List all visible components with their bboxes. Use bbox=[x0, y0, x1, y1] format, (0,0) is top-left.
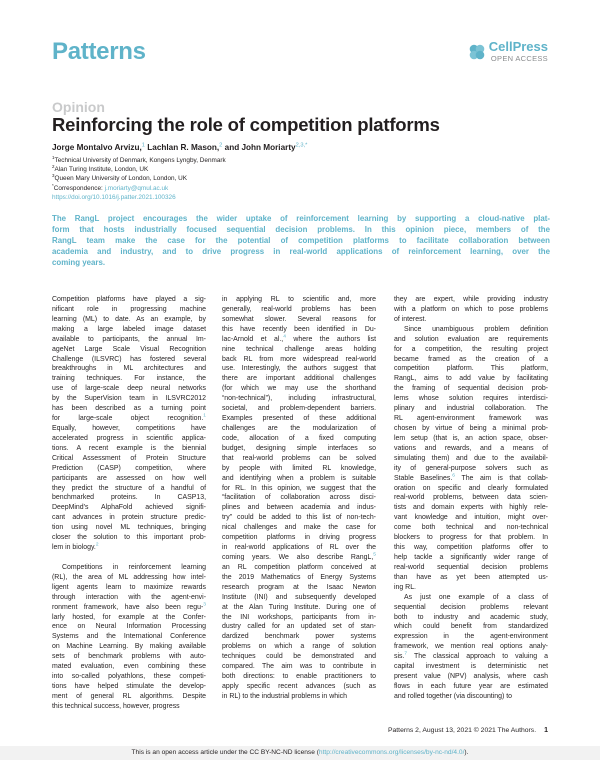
body-text-line: plines and between academia and indus- bbox=[222, 504, 376, 512]
body-text-line bbox=[394, 474, 548, 484]
body-text-line: apply specific recent advances (such as bbox=[222, 682, 376, 690]
body-text-line: in RL) to the industrial problems in which bbox=[222, 692, 347, 700]
license-link[interactable]: http://creativecommons.org/licenses/by-nc-nd/4.0/ bbox=[318, 749, 465, 756]
body-text-line: framework, we mention real options analy- bbox=[394, 643, 548, 651]
body-text-line: lem setup (that is, an action space, obser- bbox=[394, 434, 548, 442]
body-text-line: larly hosted, for example at the Confer- bbox=[52, 613, 206, 621]
body-text-line: ment of general RL algorithms. Despite bbox=[52, 692, 206, 700]
body-text-line: dustry called for an updated set of stan- bbox=[222, 623, 376, 631]
body-text-segment: The aim is that collab- bbox=[454, 474, 548, 482]
license-text: This is an open access article under the CC BY-NC-ND license ( bbox=[131, 749, 319, 756]
body-text-line: both directions: to enable practitioners to bbox=[222, 673, 376, 681]
body-text-line: real-world sequential decision problems bbox=[394, 563, 548, 571]
paragraph-gap bbox=[52, 553, 206, 563]
body-text-line: compared. The aim was to contribute in bbox=[222, 663, 376, 671]
body-text-line: and solution evaluation are requirements bbox=[394, 335, 548, 343]
abstract-line: academia and industry, and to drive progress in real-world applications of reinforcement learning, over the bbox=[52, 247, 550, 256]
body-text-segment: where the authors list bbox=[285, 335, 376, 343]
body-text-line: ence on Neural Information Processing bbox=[52, 623, 206, 631]
body-text-line: competition platform. This platform, bbox=[394, 365, 548, 373]
body-text-line: both to industry and academic study, bbox=[394, 613, 548, 621]
body-text-line: DeepMind’s AlphaFold achieved signifi- bbox=[52, 504, 206, 512]
reference-link[interactable]: 5 bbox=[373, 552, 376, 558]
body-text-line: for large-scale object recognition.$^1$ bbox=[52, 413, 206, 423]
reference-link[interactable]: 3 bbox=[203, 602, 206, 608]
author-name: and John Moriarty bbox=[224, 143, 296, 152]
correspondence-email-link[interactable]: j.moriarty@qmul.ac.uk bbox=[104, 184, 169, 192]
body-text-line: problems on which a range of solution bbox=[222, 643, 376, 651]
body-text-line: come both technical and non-technical bbox=[394, 524, 548, 532]
body-text-line: budget, designing simple interfaces so bbox=[222, 444, 376, 452]
body-text-line: Examples presented of these additional bbox=[222, 415, 376, 423]
body-text-line: than have as yet been attempted us- bbox=[394, 573, 548, 581]
body-text-line: mated evaluation, even combining these bbox=[52, 663, 206, 671]
body-text-line: flows in each future year are estimated bbox=[394, 682, 548, 690]
body-text-line: nine technical challenge areas holding bbox=[222, 345, 376, 353]
body-text-line: Institute (INI) and subsequently developed bbox=[222, 593, 376, 601]
body-text-line: try” could be added to this list of non-tech- bbox=[222, 514, 376, 522]
body-text-segment: The classical approach to valuing a bbox=[407, 653, 548, 661]
body-text-line: on Machine Learning. By making available bbox=[52, 643, 206, 651]
body-text-line: they predict the structure of a handful of bbox=[52, 484, 206, 492]
body-text-line: which could benefit from standardized bbox=[394, 623, 548, 631]
body-text-segment: coming years. We also describe RangL, bbox=[222, 553, 374, 561]
body-text-line: for RL. In this opinion, we suggest that the bbox=[222, 484, 376, 492]
body-text-line: there are important additional challenges bbox=[222, 375, 376, 383]
body-text-line: learning (ML) to date. As an example, by bbox=[52, 315, 206, 323]
body-text-line: techniques could be demonstrated and bbox=[222, 653, 376, 661]
affiliation-2: $^2$Alan Turing Institute, London, UK bbox=[52, 164, 149, 174]
body-text-line: tion using novel ML techniques, bringing bbox=[52, 524, 206, 532]
body-column-2 bbox=[222, 295, 376, 702]
body-text-line: (for which we may use the shorthand bbox=[222, 385, 376, 393]
body-text-line bbox=[222, 335, 376, 345]
body-text-line: an RL competition platform conceived at bbox=[222, 563, 376, 571]
abstract bbox=[52, 213, 550, 268]
reference-link[interactable]: 7 bbox=[404, 651, 408, 657]
affiliation-1: $^1$Technical University of Denmark, Kongens Lyngby, Denmark bbox=[52, 154, 226, 164]
license-close: ). bbox=[464, 749, 469, 756]
body-text-line: for a competition, the resulting project bbox=[394, 345, 548, 353]
body-text-line: lems whose solution requires interdisci- bbox=[394, 395, 548, 403]
body-text-line: tions have helped stimulate the develop- bbox=[52, 682, 206, 690]
body-text-line: benchmarked proteins. In CASP13, bbox=[52, 494, 206, 502]
cellpress-icon bbox=[468, 43, 486, 61]
body-text-line: sequential decision problems relevant bbox=[394, 603, 548, 611]
abstract-line: RangL team make the case for the potential of competition platforms to facilitate collaboration between bbox=[52, 236, 550, 245]
body-text-line: closer the solution to this important prob- bbox=[52, 534, 206, 542]
body-text-line: simulating them) and due to the availabil- bbox=[394, 454, 548, 462]
body-text-line: code, allocation of a fixed computing bbox=[222, 434, 376, 442]
body-text-line: Equally, however, competitions have bbox=[52, 424, 206, 432]
body-text-line: challenges are the modularization of bbox=[222, 424, 376, 432]
affiliations bbox=[52, 156, 226, 202]
body-text-line: present value (NPV) analysis, where cash bbox=[394, 673, 548, 681]
body-text-line: use. Interestingly, the authors suggest that bbox=[222, 365, 376, 373]
body-text-line: societal, and problem-dependent barriers. bbox=[222, 405, 376, 413]
body-text-line: plinary and industrial collaboration. The bbox=[394, 405, 548, 413]
affiliation-ref[interactable]: 2,3,* bbox=[295, 142, 308, 149]
reference-link[interactable]: 2 bbox=[95, 542, 99, 548]
body-text-line: vant knowledge and intuition, might over- bbox=[394, 514, 548, 522]
body-text-line: Since unambiguous problem definition bbox=[404, 325, 548, 333]
body-text-line: accelerated progress in scientific applica- bbox=[52, 434, 206, 442]
body-text-line: has been described as a turning point bbox=[52, 405, 206, 413]
body-text-line: making a large labeled image dataset bbox=[52, 325, 206, 333]
reference-link[interactable]: 4 bbox=[283, 334, 286, 340]
body-text-line: and identifying when a problem is suitable bbox=[222, 474, 376, 482]
body-text-line: research program at the Isaac Newton bbox=[222, 583, 376, 591]
body-text-line: use of large-scale deep neural networks bbox=[52, 385, 206, 393]
body-text-line: at the Alan Turing Institute. During one of bbox=[222, 603, 376, 611]
body-text-line: somewhat slower. Several reasons for bbox=[222, 315, 376, 323]
body-text-segment: Stable Baselines. bbox=[394, 474, 453, 482]
body-text-line: in applying RL to scientific and, more bbox=[222, 296, 376, 303]
body-text-line: through interaction with the agent-envi- bbox=[52, 593, 206, 601]
body-text-line: vations and rewards, and a means of bbox=[394, 444, 548, 452]
body-text-line: breakthroughs in ML architectures and bbox=[52, 365, 206, 373]
author-name: Jorge Montalvo Arvizu, bbox=[52, 143, 142, 152]
body-text-line: the 2019 Mathematics of Energy Systems bbox=[222, 573, 376, 581]
body-text-line: the framing of sequential decision prob- bbox=[394, 385, 548, 393]
body-text-line bbox=[222, 553, 376, 563]
body-text-line: help tackle a significantly wider range of bbox=[394, 553, 548, 561]
affiliation-3: $^3$Queen Mary University of London, London, UK bbox=[52, 173, 188, 183]
publisher-name: CellPress bbox=[488, 39, 548, 54]
body-text-line: generally, real-world problems has been bbox=[222, 305, 376, 313]
doi-line bbox=[52, 193, 226, 202]
body-text-line: participants are assessed on how well bbox=[52, 474, 206, 482]
body-text-line: ing RL. bbox=[394, 583, 416, 591]
body-text-line: capital investment is deterministic net bbox=[394, 663, 548, 671]
body-text-line: the INI workshops, participants from in- bbox=[222, 613, 376, 621]
body-text-line: cant advances in protein structure predic- bbox=[52, 514, 206, 522]
body-text-line: oration on specific and clearly formulated bbox=[394, 484, 548, 492]
body-text-line: in real-world applications of RL over the bbox=[222, 544, 376, 552]
body-text-line: nical challenges and make the case for bbox=[222, 524, 376, 532]
body-text-line: Competition platforms have played a sig- bbox=[52, 296, 206, 303]
abstract-line: form that hosts industrially focused sequential decision problems. In this opinion piece, members of the bbox=[52, 225, 550, 234]
footer-citation: Patterns 2, August 13, 2021 © 2021 The Authors. bbox=[387, 727, 537, 734]
body-text-line: chosen by virtue of being a minimal prob- bbox=[394, 424, 548, 432]
body-text-line: tions. A recent example is the biennial bbox=[52, 444, 206, 452]
body-text-segment: sis. bbox=[394, 653, 405, 661]
body-text-line: ronment framework, have also been regu-$^3$ bbox=[52, 602, 206, 611]
body-text-line: training techniques. For instance, the bbox=[52, 375, 206, 383]
body-text-line: this have recently been identified in Du- bbox=[222, 325, 376, 333]
body-text-line: this way, competition platforms offer to bbox=[394, 544, 548, 552]
body-text-line: Challenge (ILSVRC) has fostered several bbox=[52, 355, 206, 363]
body-text-line: ageNet Large Scale Visual Recognition bbox=[52, 345, 206, 353]
body-text-line: Competitions in reinforcement learning bbox=[62, 563, 206, 571]
journal-logo: Patterns bbox=[52, 38, 146, 65]
section-label: Opinion bbox=[52, 99, 105, 115]
body-text-line: by people with limited RL knowledge, bbox=[222, 464, 376, 472]
affiliation-ref[interactable]: 1 bbox=[141, 142, 145, 149]
affiliation-ref[interactable]: 2 bbox=[219, 142, 223, 149]
body-text-line bbox=[394, 652, 548, 662]
author-name: Lachlan R. Mason, bbox=[147, 143, 220, 152]
body-column-3 bbox=[394, 295, 548, 702]
author-list bbox=[52, 143, 307, 152]
body-text-line: by the SuperVision team in ILSVRC2012 bbox=[52, 395, 206, 403]
body-text-line: blockers to progress for that problem. In bbox=[394, 534, 548, 542]
body-text-line: and rolled together (via discounting) to bbox=[394, 692, 513, 700]
reference-link[interactable]: 1 bbox=[203, 413, 206, 419]
body-text-line: ligent agents learn to maximize rewards bbox=[52, 583, 206, 591]
body-text-line: sets of benchmark problems with auto- bbox=[52, 653, 206, 661]
reference-link[interactable]: 6 bbox=[452, 473, 455, 479]
body-text-line: nificant role in progressing machine bbox=[52, 305, 206, 313]
body-text-line: real-world problems, between data scien- bbox=[394, 494, 548, 502]
body-text-line: into so-called polyathlons, these competi- bbox=[52, 673, 206, 681]
body-text-line: (RL), the area of ML addressing how intel- bbox=[52, 573, 206, 581]
page-number: 1 bbox=[544, 727, 548, 734]
body-text-line: dardized benchmark power systems bbox=[222, 633, 376, 641]
open-access-label: OPEN ACCESS bbox=[490, 54, 548, 63]
body-column-1 bbox=[52, 295, 206, 712]
correspondence: *Correspondence: j.moriarty@qmul.ac.uk bbox=[52, 182, 169, 192]
license-bar bbox=[0, 746, 600, 760]
body-text-line: available to participants, the annual Im- bbox=[52, 335, 206, 343]
body-text-line: competition platforms in driving progress bbox=[222, 534, 376, 542]
body-text-line: with a platform on which to pose problems bbox=[394, 305, 548, 313]
body-text-line: Prediction (CASP) competition, where bbox=[52, 464, 206, 472]
body-text-line: Systems and the International Conference bbox=[52, 633, 206, 641]
body-text-line: ity of general-purpose solvers such as bbox=[394, 464, 548, 472]
body-text-line: became framed as the creation of a bbox=[394, 355, 548, 363]
body-text-line: “facilitation of collaboration across disci- bbox=[222, 494, 376, 502]
body-text-line: Critical Assessment of Protein Structure bbox=[52, 454, 206, 462]
body-text-segment: lac-Arnold et al., bbox=[222, 335, 284, 343]
body-text-line: back RL from more widespread real-world bbox=[222, 355, 376, 363]
body-text-line: lem in biology.$^2$ bbox=[52, 542, 99, 552]
publisher-logo bbox=[468, 40, 548, 64]
abstract-line: The RangL project encourages the wider uptake of reinforcement learning by supporting a cloud-native plat- bbox=[52, 214, 550, 223]
body-text-line: “non-technical”), including infrastructural, bbox=[222, 395, 376, 403]
body-text-line: expression in the agent-environment bbox=[394, 633, 548, 641]
page-footer bbox=[388, 727, 548, 734]
body-text-line: they are expert, while providing industry bbox=[394, 296, 548, 303]
body-text-line: of interest. bbox=[394, 315, 427, 323]
body-text-line: tists and domain experts with highly rele- bbox=[394, 504, 548, 512]
body-text-line: As just one example of a class of bbox=[404, 593, 548, 601]
body-text-line: RL agent-environment framework was bbox=[394, 415, 548, 423]
body-text-line: RangL, aims to add value by facilitating bbox=[394, 375, 548, 383]
article-title: Reinforcing the role of competition platforms bbox=[52, 114, 440, 135]
abstract-line: coming years. bbox=[52, 258, 106, 267]
body-text-line: this technical success, however, progress bbox=[52, 702, 180, 710]
doi-link[interactable]: https://doi.org/10.1016/j.patter.2021.100326 bbox=[52, 193, 176, 201]
body-text-line: that real-world problems can be solved bbox=[222, 454, 376, 462]
